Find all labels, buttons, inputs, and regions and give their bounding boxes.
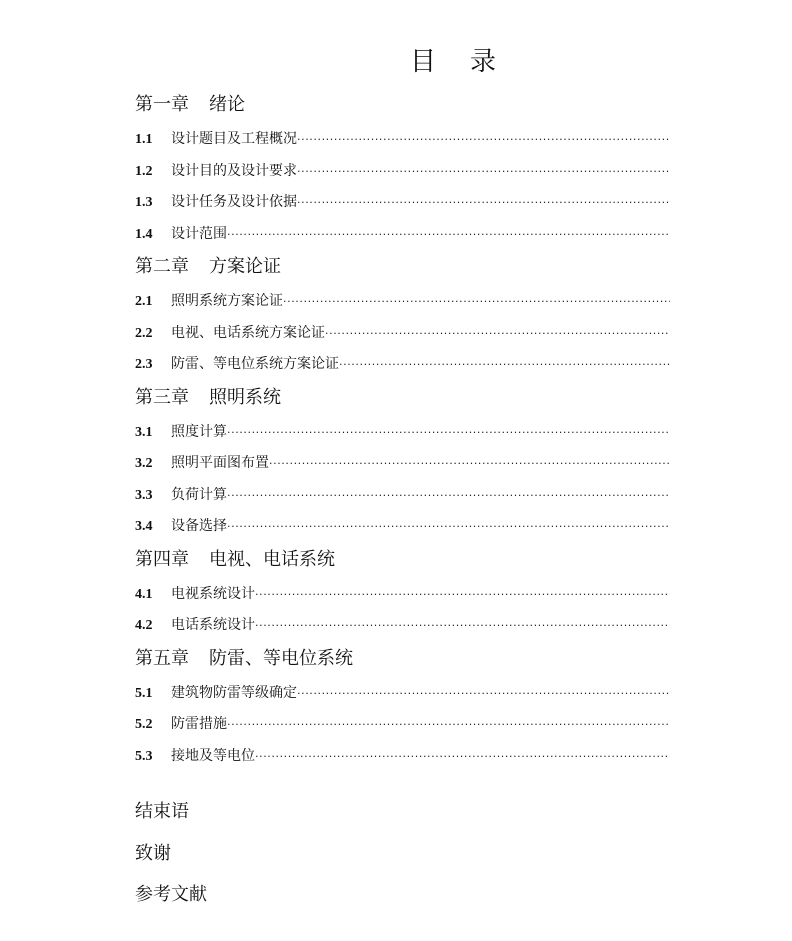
dot-leader [227, 480, 670, 512]
dot-leader [227, 219, 670, 251]
chapter-heading-1 [135, 90, 670, 120]
entry-title: 接地及等电位 [171, 747, 255, 764]
chapter-label: 第五章 [135, 647, 189, 669]
entry-number: 1.4 [135, 226, 153, 242]
entry-number: 5.1 [135, 685, 153, 701]
entry-title: 设备选择 [171, 518, 227, 534]
entry-number: 4.1 [135, 586, 153, 602]
toc-conclusion[interactable]: 结束语 [135, 801, 189, 822]
chapter-label: 第一章 [135, 94, 189, 115]
toc-entry-2-3[interactable] [135, 349, 670, 381]
dot-leader [269, 448, 670, 480]
chapter-label: 第二章 [135, 256, 189, 277]
dot-leader [325, 318, 670, 350]
toc-entry-5-2[interactable] [135, 709, 670, 741]
dot-leader [227, 417, 670, 449]
toc-references[interactable]: 参考文献 [135, 884, 207, 905]
chapter-name: 方案论证 [209, 256, 281, 277]
entry-number: 2.1 [135, 294, 153, 309]
dot-leader [339, 349, 670, 381]
toc-entry-4-1[interactable] [135, 579, 670, 611]
toc-entry-5-3[interactable] [135, 741, 670, 773]
toc-acknowledgement[interactable]: 致谢 [135, 843, 171, 864]
dot-leader [297, 187, 670, 219]
entry-title: 设计范围 [171, 225, 227, 242]
toc-entry-1-2[interactable] [135, 156, 670, 188]
page-title-part-1: 目 [410, 47, 437, 77]
toc-entry-3-3[interactable] [135, 480, 670, 512]
toc-entry-3-2[interactable] [135, 448, 670, 480]
entry-number: 2.3 [135, 357, 153, 372]
table-of-contents [135, 88, 670, 772]
dot-leader [255, 610, 670, 642]
toc-entry-2-1[interactable] [135, 286, 670, 318]
entry-number: 1.3 [135, 195, 153, 210]
toc-entry-1-4[interactable] [135, 219, 670, 251]
entry-number: 3.1 [135, 424, 153, 440]
entry-number: 3.3 [135, 487, 153, 503]
entry-title: 电话系统设计 [171, 617, 255, 633]
dot-leader [283, 286, 670, 318]
page-title [410, 44, 496, 80]
toc-entry-2-2[interactable] [135, 318, 670, 350]
chapter-heading-4 [135, 545, 670, 575]
entry-title: 电视、电话系统方案论证 [171, 324, 325, 341]
page-title-part-2: 录 [470, 47, 497, 77]
toc-entry-3-1[interactable] [135, 417, 670, 449]
entry-number: 2.2 [135, 325, 153, 341]
entry-number: 3.2 [135, 456, 153, 471]
entry-title: 设计目的及设计要求 [171, 162, 297, 179]
entry-title: 负荷计算 [171, 486, 227, 503]
chapter-name: 照明系统 [209, 386, 281, 408]
entry-title: 电视系统设计 [171, 585, 255, 602]
entry-title: 建筑物防雷等级确定 [171, 684, 297, 701]
entry-number: 1.1 [135, 132, 153, 147]
entry-number: 5.2 [135, 717, 153, 732]
dot-leader [227, 709, 670, 741]
toc-entry-5-1[interactable] [135, 678, 670, 710]
chapter-label: 第三章 [135, 386, 189, 408]
chapter-heading-2 [135, 252, 670, 282]
entry-title: 照明系统方案论证 [171, 293, 283, 309]
dot-leader [227, 511, 670, 543]
dot-leader [255, 579, 670, 611]
entry-title: 设计题目及工程概况 [171, 131, 297, 147]
dot-leader [297, 678, 670, 710]
chapter-heading-3 [135, 383, 670, 413]
dot-leader [255, 741, 670, 773]
entry-title: 照度计算 [171, 423, 227, 440]
chapter-label: 第四章 [135, 548, 189, 570]
dot-leader [297, 124, 670, 156]
entry-title: 防雷措施 [171, 716, 227, 732]
dot-leader [297, 156, 670, 188]
chapter-name: 防雷、等电位系统 [209, 647, 353, 669]
entry-number: 3.4 [135, 519, 153, 534]
chapter-heading-5 [135, 644, 670, 674]
toc-entry-1-3[interactable] [135, 187, 670, 219]
toc-entry-4-2[interactable] [135, 610, 670, 642]
toc-entry-3-4[interactable] [135, 511, 670, 543]
chapter-name: 绪论 [209, 94, 245, 115]
entry-title: 设计任务及设计依据 [171, 194, 297, 210]
toc-entry-1-1[interactable] [135, 124, 670, 156]
entry-number: 5.3 [135, 748, 153, 764]
entry-number: 1.2 [135, 163, 153, 179]
entry-title: 防雷、等电位系统方案论证 [171, 356, 339, 372]
entry-number: 4.2 [135, 618, 153, 633]
chapter-name: 电视、电话系统 [209, 548, 335, 570]
entry-title: 照明平面图布置 [171, 455, 269, 471]
